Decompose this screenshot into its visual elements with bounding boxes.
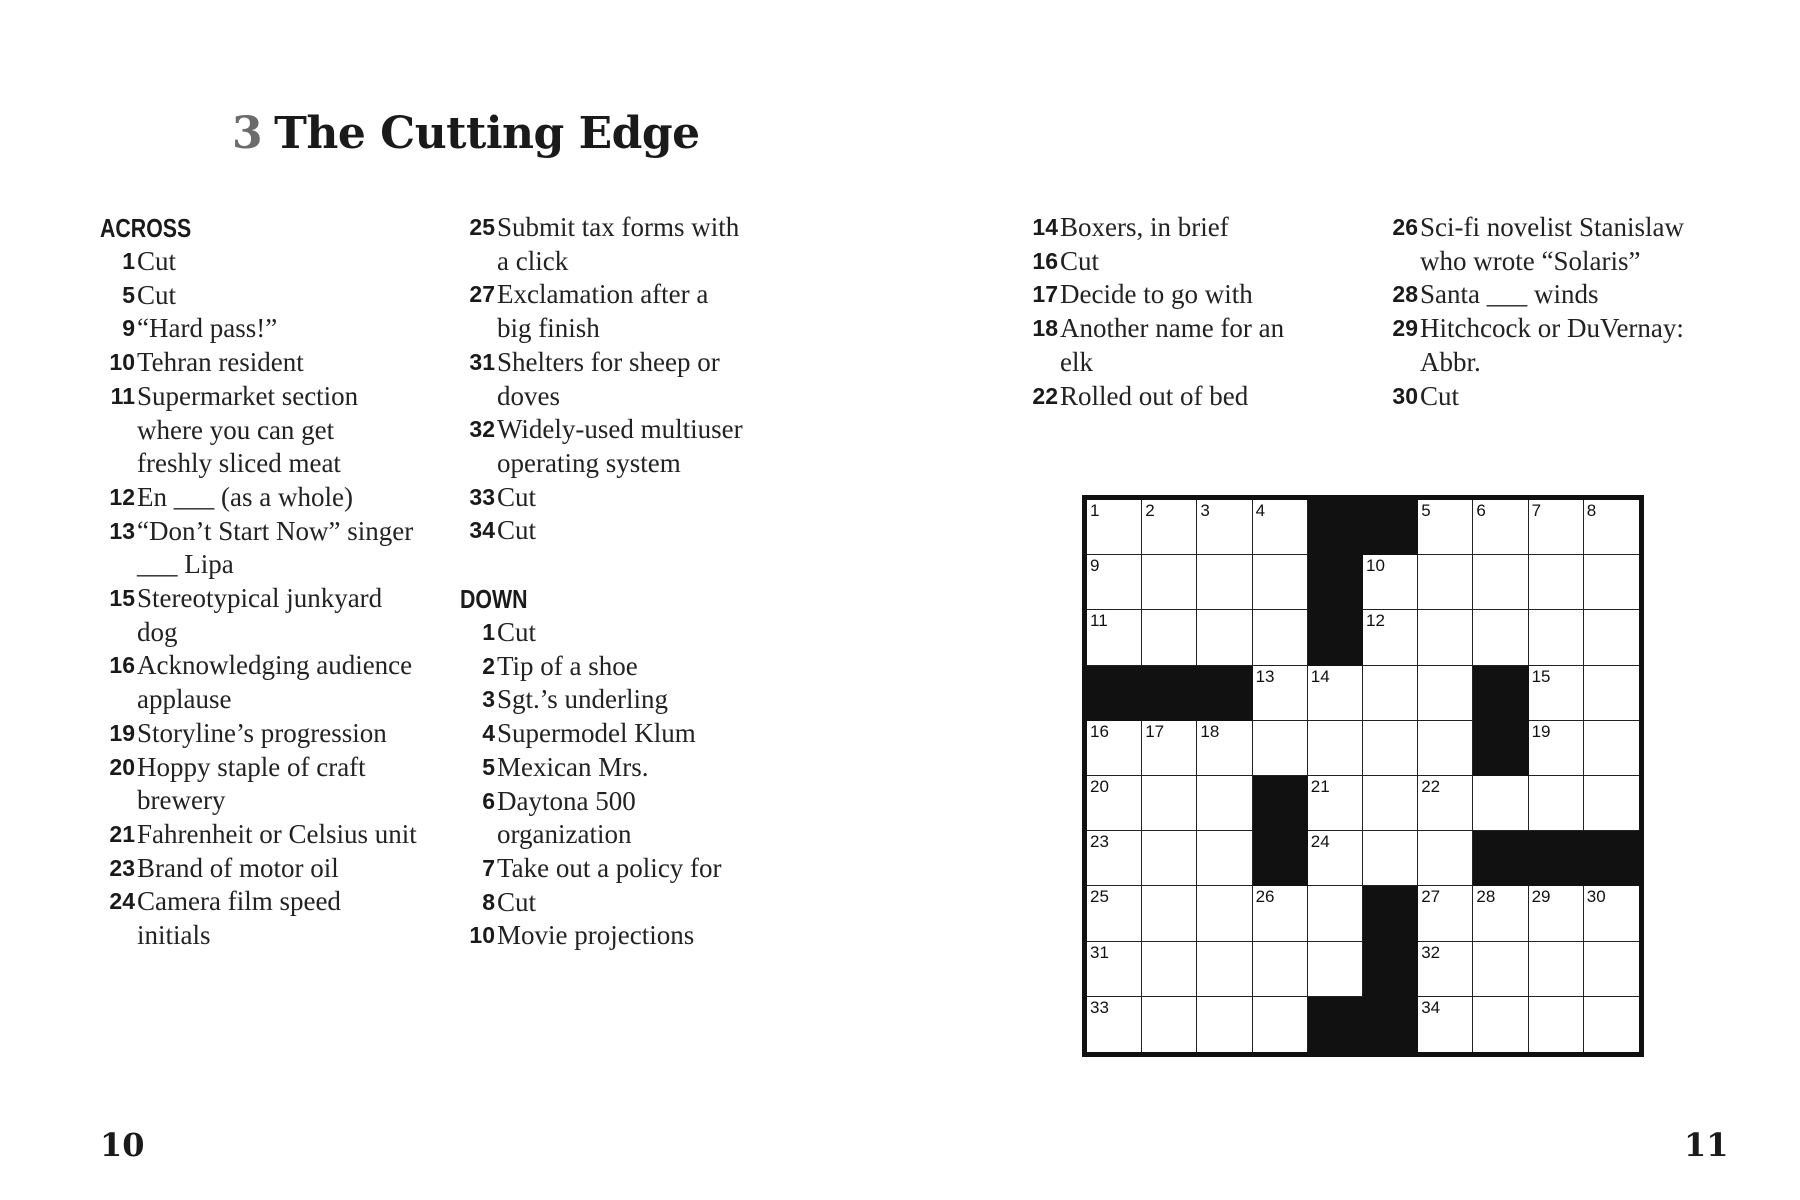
grid-cell[interactable] [1197, 555, 1252, 610]
clue-number: 29 [1392, 315, 1418, 342]
clue-indent [460, 380, 495, 414]
clue-text: Santa ___ winds [1420, 279, 1599, 310]
grid-cell[interactable] [1197, 610, 1252, 665]
cell-number: 2 [1145, 501, 1155, 520]
grid-cell[interactable] [1584, 942, 1639, 997]
clue-number: 17 [1032, 281, 1058, 308]
black-square [1308, 500, 1363, 555]
grid-cell[interactable] [1584, 997, 1639, 1052]
clue-number: 16 [109, 652, 135, 679]
grid-cell[interactable] [1087, 997, 1142, 1052]
down-clue-28 [1383, 278, 1733, 312]
grid-cell[interactable] [1142, 500, 1197, 555]
clue-text: Stereotypical junkyard [137, 583, 383, 614]
clue-indent [1383, 346, 1418, 380]
grid-cell[interactable] [1308, 831, 1363, 886]
grid-cell[interactable] [1584, 666, 1639, 721]
clue-text: Camera film speed [137, 886, 341, 917]
cell-number: 34 [1421, 997, 1441, 1017]
grid-cell[interactable] [1197, 997, 1252, 1052]
across-clue-16 [100, 649, 440, 716]
clue-text: big finish [497, 313, 600, 344]
clue-text: Abbr. [1420, 346, 1481, 377]
grid-cell[interactable] [1197, 942, 1252, 997]
clue-text: operating system [497, 447, 681, 478]
cell-number: 11 [1090, 611, 1108, 631]
clue-column-1 [100, 211, 440, 953]
across-clue-32 [460, 413, 800, 480]
down-clue-29 [1383, 312, 1733, 379]
grid-cell[interactable] [1418, 500, 1473, 555]
black-square [1363, 500, 1418, 555]
grid-cell[interactable] [1584, 500, 1639, 555]
clue-number: 34 [469, 517, 495, 544]
grid-cell[interactable] [1253, 610, 1308, 665]
grid-cell[interactable] [1584, 555, 1639, 610]
grid-cell[interactable] [1197, 886, 1252, 941]
clue-indent [100, 683, 135, 717]
grid-cell[interactable] [1253, 721, 1308, 776]
grid-cell[interactable] [1529, 610, 1584, 665]
black-square [1473, 721, 1528, 776]
clue-text: Movie projections [497, 920, 695, 951]
grid-cell[interactable] [1142, 886, 1197, 941]
cell-number: 21 [1310, 777, 1330, 796]
page-number-right: 11 [1684, 1126, 1729, 1164]
cell-number: 4 [1255, 501, 1266, 520]
clue-text: Boxers, in brief [1060, 212, 1229, 242]
clue-number: 30 [1392, 382, 1418, 409]
black-square [1363, 942, 1418, 997]
across-clue-10 [100, 346, 440, 380]
grid-cell[interactable] [1418, 666, 1473, 721]
grid-cell[interactable] [1087, 610, 1142, 665]
across-clue-1 [100, 245, 440, 279]
down-clue-17 [1023, 278, 1363, 312]
grid-cell[interactable] [1142, 997, 1197, 1052]
clue-text: Shelters for sheep or [497, 346, 720, 377]
grid-cell[interactable] [1308, 942, 1363, 997]
grid-cell[interactable] [1142, 721, 1197, 776]
puzzle-title-text: The Cutting Edge [274, 108, 700, 159]
clue-text: doves [497, 380, 560, 411]
clue-number: 4 [482, 720, 495, 747]
clue-number: 18 [1032, 315, 1058, 342]
puzzle-title [232, 108, 700, 159]
cell-number: 5 [1421, 501, 1431, 520]
grid-cell[interactable] [1087, 831, 1142, 886]
cell-number: 8 [1586, 501, 1597, 520]
clue-text: Rolled out of bed [1060, 380, 1249, 411]
across-heading: ACROSS [100, 213, 192, 243]
clue-text: Cut [497, 481, 537, 512]
across-clue-33 [460, 481, 800, 515]
grid-cell[interactable] [1197, 831, 1252, 886]
black-square [1253, 831, 1308, 886]
across-clue-9 [100, 312, 440, 346]
grid-cell[interactable] [1308, 886, 1363, 941]
cell-number: 32 [1421, 942, 1441, 962]
clue-text: Submit tax forms with [497, 212, 740, 242]
grid-cell[interactable] [1418, 831, 1473, 886]
cell-number: 18 [1200, 721, 1220, 741]
grid-cell[interactable] [1308, 666, 1363, 721]
clue-number: 24 [109, 888, 135, 915]
clue-text: Another name for an [1060, 313, 1285, 344]
grid-cell[interactable] [1418, 942, 1473, 997]
clue-text: Sgt.’s underling [497, 684, 669, 715]
cell-number: 7 [1531, 501, 1542, 520]
grid-cell[interactable] [1473, 610, 1528, 665]
clue-number: 32 [469, 416, 495, 443]
clue-text: Supermodel Klum [497, 718, 696, 749]
grid-cell[interactable] [1087, 721, 1142, 776]
clue-indent [460, 245, 495, 279]
clue-text: Cut [137, 279, 177, 310]
down-clue-18 [1023, 312, 1363, 379]
clue-column-3 [1023, 211, 1363, 413]
clue-text: brewery [137, 785, 226, 816]
clue-number: 20 [109, 753, 135, 780]
grid-cell[interactable] [1087, 942, 1142, 997]
clue-indent [1383, 245, 1418, 279]
across-clue-19 [100, 717, 440, 751]
cell-number: 3 [1200, 501, 1210, 520]
cell-number: 33 [1090, 997, 1109, 1017]
cell-number: 14 [1310, 666, 1330, 686]
across-clue-24 [100, 885, 440, 952]
cell-number: 30 [1586, 887, 1606, 907]
cell-number: 9 [1090, 556, 1100, 576]
clue-text: “Don’t Start Now” singer [137, 515, 414, 546]
clue-number: 7 [482, 854, 495, 881]
down-heading: DOWN [460, 584, 528, 615]
grid-cell[interactable] [1529, 721, 1584, 776]
black-square [1308, 555, 1363, 610]
clue-column-2 [460, 211, 800, 953]
cell-number: 28 [1476, 887, 1496, 907]
black-square [1197, 666, 1252, 721]
grid-cell[interactable] [1363, 776, 1418, 831]
clue-text: Exclamation after a [497, 279, 709, 310]
cell-number: 22 [1421, 777, 1441, 796]
clue-number: 12 [109, 483, 135, 510]
clue-text: freshly sliced meat [137, 448, 341, 479]
grid-cell[interactable] [1087, 886, 1142, 941]
grid-cell[interactable] [1142, 776, 1197, 831]
clue-number: 33 [469, 483, 495, 510]
black-square [1529, 831, 1584, 886]
grid-cell[interactable] [1584, 721, 1639, 776]
clue-text: where you can get [137, 414, 335, 445]
cell-number: 27 [1421, 887, 1441, 907]
down-clue-10 [460, 919, 800, 953]
grid-cell[interactable] [1529, 500, 1584, 555]
grid-cell[interactable] [1418, 997, 1473, 1052]
clue-column-4 [1383, 211, 1733, 413]
grid-cell[interactable] [1418, 555, 1473, 610]
across-clue-31 [460, 346, 800, 413]
down-clue-4 [460, 717, 800, 751]
cell-number: 6 [1476, 501, 1486, 520]
across-clue-21 [100, 818, 440, 852]
cell-number: 20 [1090, 777, 1109, 796]
clue-number: 2 [482, 652, 495, 679]
clue-text: Daytona 500 [497, 785, 636, 816]
clue-number: 3 [482, 686, 495, 713]
clue-text: initials [137, 920, 211, 951]
cell-number: 12 [1366, 611, 1385, 631]
grid-cell[interactable] [1529, 666, 1584, 721]
grid-cell[interactable] [1142, 610, 1197, 665]
down-clue-1 [460, 616, 800, 650]
grid-cell[interactable] [1087, 776, 1142, 831]
page-number-left: 10 [100, 1126, 145, 1164]
clue-text: Cut [1420, 380, 1460, 411]
cell-number: 23 [1090, 832, 1109, 852]
clue-number: 5 [482, 753, 495, 780]
grid-cell[interactable] [1529, 942, 1584, 997]
clue-number: 9 [122, 315, 135, 342]
clue-indent [100, 447, 135, 481]
down-clue-16 [1023, 245, 1363, 279]
clue-text: applause [137, 684, 232, 715]
across-clue-20 [100, 751, 440, 818]
across-clue-23 [100, 852, 440, 886]
grid-cell[interactable] [1363, 610, 1418, 665]
cell-number: 24 [1310, 832, 1330, 852]
down-clue-7 [460, 852, 800, 886]
clue-text: En ___ (as a whole) [137, 481, 353, 512]
cell-number: 29 [1531, 887, 1551, 907]
cell-number: 10 [1366, 556, 1385, 576]
clue-indent [460, 312, 495, 346]
cell-number: 1 [1090, 501, 1100, 520]
grid-cell[interactable] [1418, 721, 1473, 776]
grid-cell[interactable] [1584, 776, 1639, 831]
down-clue-30 [1383, 380, 1733, 414]
across-clue-34 [460, 514, 800, 548]
clue-text: Take out a policy for [497, 852, 722, 883]
clue-number: 25 [469, 214, 495, 240]
clue-number: 21 [109, 820, 135, 847]
clue-number: 8 [482, 888, 495, 915]
clue-text: Hitchcock or DuVernay: [1420, 313, 1684, 344]
clue-number: 31 [469, 348, 495, 375]
grid-cell[interactable] [1529, 555, 1584, 610]
grid-cell[interactable] [1253, 942, 1308, 997]
grid-cell[interactable] [1363, 666, 1418, 721]
clue-indent [100, 616, 135, 650]
across-clue-25 [460, 211, 800, 278]
across-clue-27 [460, 278, 800, 345]
clue-text: who wrote “Solaris” [1420, 245, 1641, 276]
clue-text: Acknowledging audience [137, 650, 413, 681]
black-square [1253, 776, 1308, 831]
down-clue-3 [460, 683, 800, 717]
cell-number: 25 [1090, 887, 1109, 907]
clue-indent [460, 818, 495, 852]
clue-text: Storyline’s progression [137, 717, 387, 748]
grid-cell[interactable] [1529, 886, 1584, 941]
black-square [1363, 997, 1418, 1052]
clue-indent [100, 414, 135, 448]
clue-number: 1 [122, 248, 135, 274]
grid-cell[interactable] [1418, 610, 1473, 665]
down-clue-6 [460, 785, 800, 852]
black-square [1473, 666, 1528, 721]
cell-number: 17 [1145, 721, 1165, 741]
clue-text: Tehran resident [137, 347, 304, 378]
clue-number: 19 [109, 719, 135, 746]
down-clue-8 [460, 886, 800, 920]
down-clue-2 [460, 650, 800, 684]
black-square [1308, 997, 1363, 1052]
clue-number: 10 [469, 922, 495, 949]
cell-number: 16 [1090, 721, 1109, 741]
clue-number: 14 [1032, 214, 1058, 240]
clue-number: 5 [122, 281, 135, 308]
grid-cell[interactable] [1418, 886, 1473, 941]
clue-text: ___ Lipa [137, 549, 234, 580]
down-clue-5 [460, 751, 800, 785]
clue-number: 26 [1392, 214, 1418, 240]
across-clue-11 [100, 380, 440, 481]
black-square [1473, 831, 1528, 886]
clue-indent [1023, 346, 1058, 380]
grid-cell[interactable] [1418, 776, 1473, 831]
clue-number: 1 [482, 619, 495, 646]
grid-cell[interactable] [1473, 942, 1528, 997]
clue-text: Sci-fi novelist Stanislaw [1420, 212, 1684, 242]
grid-cell[interactable] [1197, 500, 1252, 555]
grid-cell[interactable] [1473, 776, 1528, 831]
clue-indent [100, 784, 135, 818]
across-clue-13 [100, 515, 440, 582]
black-square [1363, 886, 1418, 941]
down-clue-26 [1383, 211, 1733, 278]
clue-number: 27 [469, 281, 495, 308]
clue-number: 28 [1392, 281, 1418, 308]
grid-cell[interactable] [1253, 666, 1308, 721]
clue-text: Fahrenheit or Celsius unit [137, 818, 417, 849]
grid-cell[interactable] [1584, 886, 1639, 941]
grid-cell[interactable] [1142, 555, 1197, 610]
clue-number: 23 [109, 854, 135, 881]
black-square [1584, 831, 1639, 886]
across-clue-15 [100, 582, 440, 649]
grid-cell[interactable] [1308, 721, 1363, 776]
cell-number: 31 [1090, 942, 1109, 962]
clue-text: Cut [497, 886, 537, 917]
clue-text: Cut [497, 617, 537, 648]
black-square [1087, 666, 1142, 721]
clue-number: 15 [109, 585, 135, 612]
down-clue-14 [1023, 211, 1363, 245]
clue-text: Widely-used multiuser [497, 414, 743, 445]
clue-indent [460, 447, 495, 481]
cell-number: 19 [1531, 721, 1551, 741]
clue-number: 16 [1032, 247, 1058, 274]
cell-number: 26 [1255, 887, 1275, 907]
clue-text: Supermarket section [137, 380, 359, 411]
grid-cell[interactable] [1529, 997, 1584, 1052]
clue-number: 22 [1032, 382, 1058, 409]
grid-cell[interactable] [1197, 721, 1252, 776]
cell-number: 13 [1255, 666, 1275, 686]
grid-cell[interactable] [1142, 831, 1197, 886]
black-square [1142, 666, 1197, 721]
puzzle-number: 3 [232, 108, 263, 159]
clue-text: Brand of motor oil [137, 852, 339, 883]
clue-number: 6 [482, 787, 495, 814]
grid-cell[interactable] [1473, 886, 1528, 941]
black-square [1308, 610, 1363, 665]
crossword-grid [1082, 495, 1644, 1057]
grid-cell[interactable] [1363, 721, 1418, 776]
grid-cell[interactable] [1253, 886, 1308, 941]
grid-cell[interactable] [1253, 500, 1308, 555]
grid-cell[interactable] [1087, 500, 1142, 555]
grid-cell[interactable] [1142, 942, 1197, 997]
grid-cell[interactable] [1308, 776, 1363, 831]
clue-text: Cut [137, 246, 177, 276]
grid-cell[interactable] [1197, 776, 1252, 831]
clue-indent [100, 548, 135, 582]
grid-cell[interactable] [1529, 776, 1584, 831]
clue-number: 11 [110, 382, 135, 409]
cell-number: 15 [1531, 666, 1551, 686]
clue-text: Tip of a shoe [497, 650, 638, 681]
clue-number: 13 [109, 517, 135, 544]
clue-text: Cut [1060, 245, 1100, 276]
grid-cell[interactable] [1473, 555, 1528, 610]
clue-text: a click [497, 245, 569, 276]
grid-cell[interactable] [1087, 555, 1142, 610]
clue-text: organization [497, 819, 632, 850]
grid-cell[interactable] [1473, 500, 1528, 555]
down-clue-22 [1023, 380, 1363, 414]
clue-text: elk [1060, 346, 1093, 377]
clue-text: Cut [497, 515, 537, 546]
clue-text: Hoppy staple of craft [137, 751, 366, 782]
grid-cell[interactable] [1253, 997, 1308, 1052]
clue-number: 10 [109, 349, 135, 376]
grid-cell[interactable] [1363, 831, 1418, 886]
clue-indent [100, 919, 135, 953]
grid-cell[interactable] [1584, 610, 1639, 665]
clue-text: Decide to go with [1060, 279, 1253, 310]
clue-text: dog [137, 616, 178, 647]
across-clue-12 [100, 481, 440, 515]
grid-cell[interactable] [1253, 555, 1308, 610]
across-clue-5 [100, 279, 440, 313]
clue-text: Mexican Mrs. [497, 751, 649, 782]
grid-cell[interactable] [1473, 997, 1528, 1052]
grid-cell[interactable] [1363, 555, 1418, 610]
clue-text: “Hard pass!” [137, 313, 278, 344]
